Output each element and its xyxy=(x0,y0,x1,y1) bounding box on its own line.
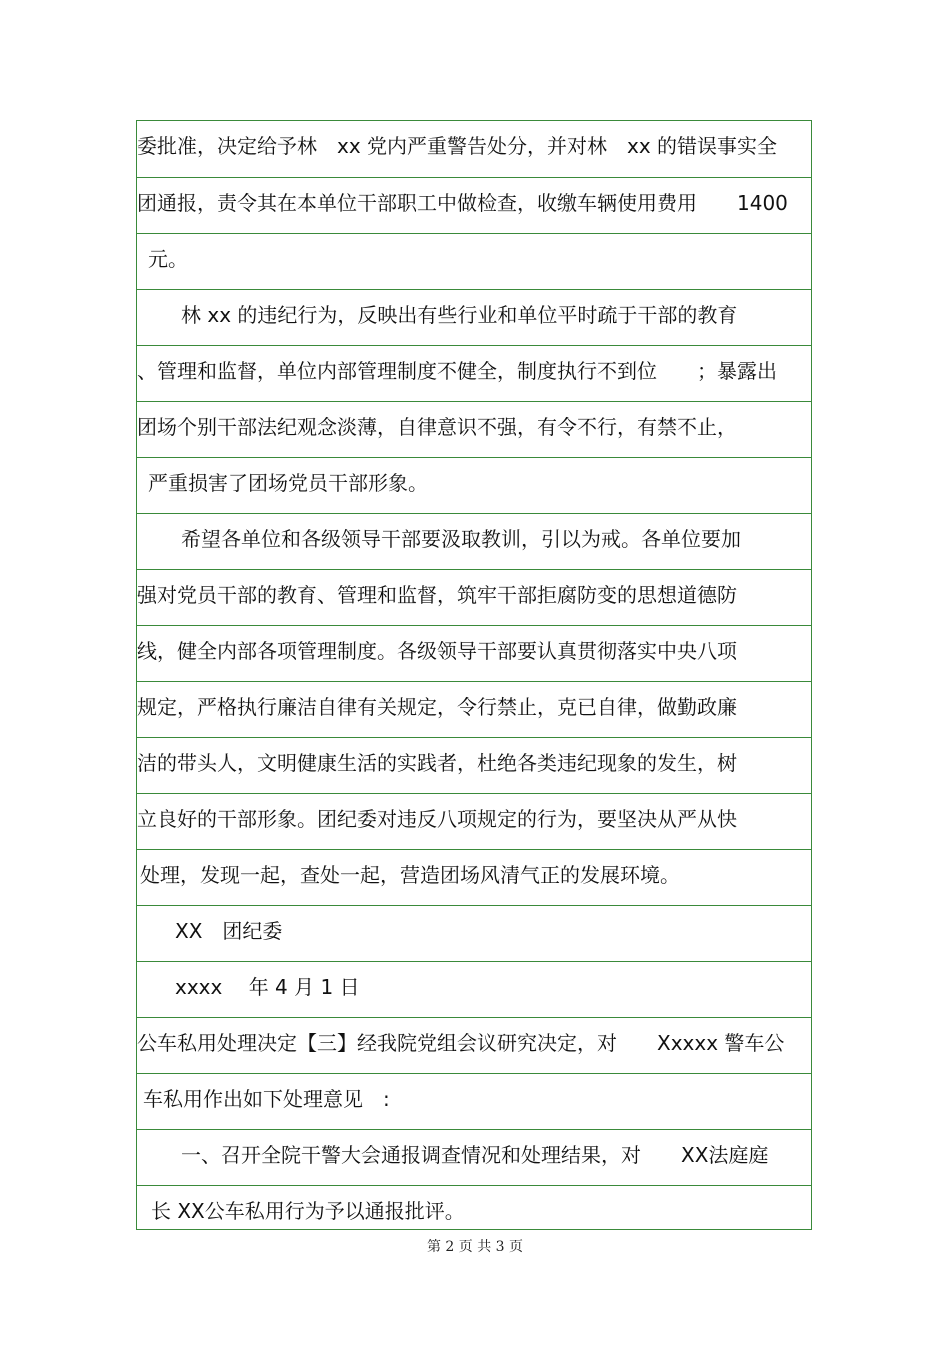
text-grid xyxy=(136,120,812,1230)
grid-row xyxy=(137,961,811,1017)
text-line: 团场个别干部法纪观念淡薄，自律意识不强，有令不行，有禁不止， xyxy=(137,415,737,439)
signature-org: XX 团纪委 xyxy=(175,919,283,943)
signature-date: xxxx 年 4 月 1 日 xyxy=(175,975,360,999)
grid-row xyxy=(137,289,811,345)
grid-row xyxy=(137,849,811,905)
text-line: 强对党员干部的教育、管理和监督，筑牢干部拒腐防变的思想道德防 xyxy=(137,583,737,607)
grid-row xyxy=(137,457,811,513)
text-line: 委批准，决定给予林 xx 党内严重警告处分，并对林 xx 的错误事实全 xyxy=(137,134,778,158)
text-line: 立良好的干部形象。团纪委对违反八项规定的行为，要坚决从严从快 xyxy=(137,807,737,831)
grid-row xyxy=(137,681,811,737)
grid-row xyxy=(137,345,811,401)
text-line: 希望各单位和各级领导干部要汲取教训，引以为戒。各单位要加 xyxy=(181,527,741,551)
text-line: 洁的带头人，文明健康生活的实践者，杜绝各类违纪现象的发生，树 xyxy=(137,751,737,775)
grid-row xyxy=(137,1129,811,1185)
grid-row xyxy=(137,1185,811,1229)
grid-row xyxy=(137,905,811,961)
grid-row xyxy=(137,177,811,233)
grid-row xyxy=(137,1073,811,1129)
text-line: 线，健全内部各项管理制度。各级领导干部要认真贯彻落实中央八项 xyxy=(137,639,737,663)
text-line: 公车私用处理决定【三】经我院党组会议研究决定，对 Xxxxx 警车公 xyxy=(137,1031,785,1055)
grid-row xyxy=(137,793,811,849)
text-line: 车私用作出如下处理意见 : xyxy=(143,1087,390,1111)
grid-row xyxy=(137,233,811,289)
text-line: 林 xx 的违纪行为，反映出有些行业和单位平时疏于干部的教育 xyxy=(181,303,738,327)
grid-row xyxy=(137,1017,811,1073)
text-line: 元。 xyxy=(148,247,188,271)
text-line: 一、召开全院干警大会通报调查情况和处理结果，对 XX法庭庭 xyxy=(181,1143,769,1167)
page-number-footer: 第 2 页 共 3 页 xyxy=(426,1239,524,1255)
grid-row xyxy=(137,737,811,793)
text-line: 处理，发现一起，查处一起，营造团场风清气正的发展环境。 xyxy=(140,863,680,887)
grid-row xyxy=(137,121,811,177)
text-line: 严重损害了团场党员干部形象。 xyxy=(148,471,428,495)
grid-row xyxy=(137,401,811,457)
grid-row xyxy=(137,513,811,569)
text-line: 团通报，责令其在本单位干部职工中做检查，收缴车辆使用费用 1400 xyxy=(137,191,788,215)
grid-row xyxy=(137,569,811,625)
text-line: 规定，严格执行廉洁自律有关规定，令行禁止，克已自律，做勤政廉 xyxy=(137,695,737,719)
text-line: 、管理和监督，单位内部管理制度不健全，制度执行不到位 ；暴露出 xyxy=(137,359,777,383)
grid-row xyxy=(137,625,811,681)
text-line: 长 XX公车私用行为予以通报批评。 xyxy=(151,1199,465,1223)
